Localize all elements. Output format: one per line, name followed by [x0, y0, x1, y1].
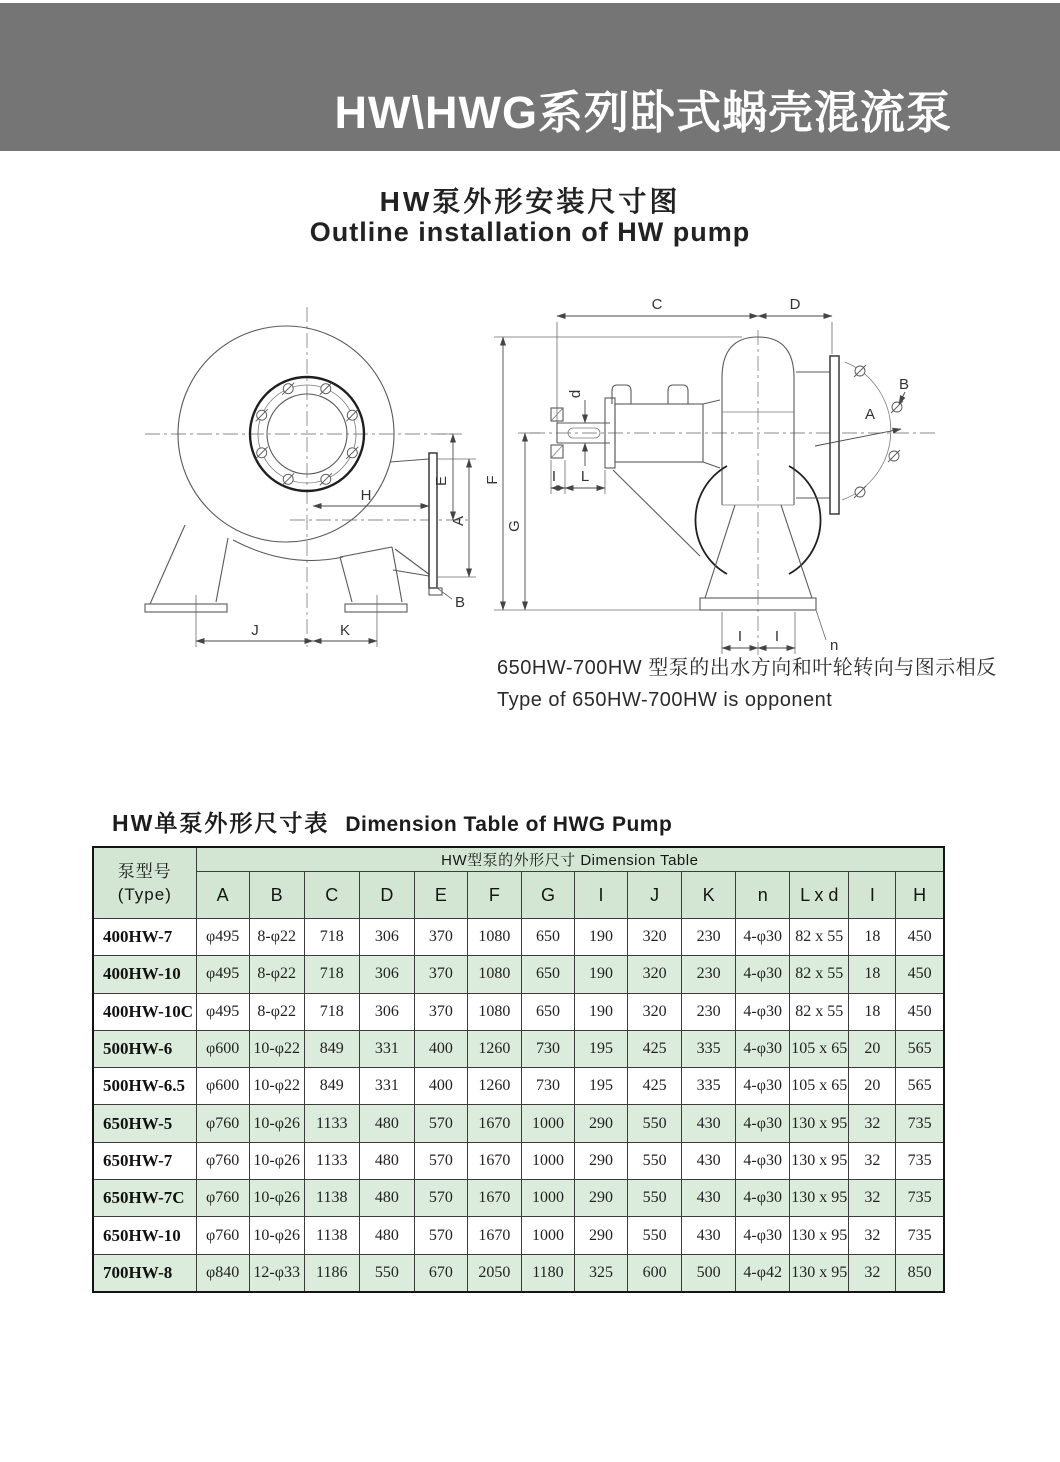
dimension-cell: 370: [414, 993, 467, 1030]
dimension-cell: 430: [682, 1180, 736, 1217]
dimension-cell: 1133: [304, 1142, 359, 1179]
dimension-cell: 570: [414, 1217, 467, 1254]
type-column-header: [93, 847, 196, 919]
top-dimensions: [557, 296, 832, 428]
dimension-cell: 10-φ26: [249, 1105, 304, 1142]
column-header: J: [628, 872, 682, 919]
dimension-cell: 8-φ22: [249, 919, 304, 956]
dimension-cell: 480: [359, 1142, 414, 1179]
side-view-svg: [480, 288, 960, 663]
table-row: [93, 1142, 944, 1179]
dimension-cell: 82 x 55: [790, 919, 849, 956]
dimension-cell: 195: [575, 1030, 628, 1067]
column-header-row: [93, 872, 944, 919]
dimension-cell: 1260: [467, 1068, 521, 1105]
column-header: L x d: [790, 872, 849, 919]
dimension-cell: 82 x 55: [790, 993, 849, 1030]
dimension-cell: 8-φ22: [249, 993, 304, 1030]
dimension-cell: 4-φ30: [736, 993, 790, 1030]
column-header: E: [414, 872, 467, 919]
dimension-cell: 4-φ30: [736, 1142, 790, 1179]
dimension-cell: 735: [896, 1217, 944, 1254]
dimension-cell: 10-φ22: [249, 1068, 304, 1105]
dimension-cell: 480: [359, 1180, 414, 1217]
dimension-cell: 230: [682, 919, 736, 956]
dimension-cell: 1138: [304, 1180, 359, 1217]
table-row: [93, 1030, 944, 1067]
dimension-cell: 1133: [304, 1105, 359, 1142]
pump-type-cell: 400HW-10C: [93, 993, 196, 1030]
pump-type-cell: 700HW-8: [93, 1254, 196, 1292]
section-title-zh: HW泵外形安装尺寸图: [379, 186, 681, 217]
dimension-cell: 730: [521, 1068, 574, 1105]
dimension-cell: 4-φ30: [736, 919, 790, 956]
dimension-cell: 1180: [521, 1254, 574, 1292]
dimension-cell: 306: [359, 956, 414, 993]
column-header: H: [896, 872, 944, 919]
dimension-cell: 1670: [467, 1142, 521, 1179]
pump-type-cell: 500HW-6.5: [93, 1068, 196, 1105]
dimension-cell: 1260: [467, 1030, 521, 1067]
column-header: D: [359, 872, 414, 919]
dim-label-A: A: [450, 515, 467, 527]
left-dimensions: [484, 337, 742, 610]
dimension-cell: φ840: [196, 1254, 249, 1292]
dimension-cell: 2050: [467, 1254, 521, 1292]
dim-label-H: H: [360, 487, 372, 504]
dimension-cell: 290: [575, 1105, 628, 1142]
dimension-cell: 290: [575, 1217, 628, 1254]
dimension-cell: 4-φ30: [736, 1217, 790, 1254]
dimension-cell: 850: [896, 1254, 944, 1292]
drawing-note: [497, 651, 997, 721]
dimension-cell: 500: [682, 1254, 736, 1292]
dimension-cell: 550: [359, 1254, 414, 1292]
dimension-cell: 290: [575, 1142, 628, 1179]
dimension-cell: 565: [896, 1068, 944, 1105]
dimension-cell: φ760: [196, 1217, 249, 1254]
column-header: I: [575, 872, 628, 919]
dimension-cell: 718: [304, 919, 359, 956]
note-en: Type of 650HW-700HW is opponent: [497, 689, 833, 711]
base-dimensions: [722, 610, 838, 654]
note-zh: 650HW-700HW 型泵的出水方向和叶轮转向与图示相反: [497, 657, 997, 679]
dimension-cell: φ760: [196, 1180, 249, 1217]
dimension-cell: 430: [682, 1105, 736, 1142]
dimension-cell: 32: [849, 1105, 896, 1142]
dimension-cell: 331: [359, 1030, 414, 1067]
dimension-cell: φ760: [196, 1142, 249, 1179]
dimension-cell: 480: [359, 1105, 414, 1142]
pump-type-cell: 650HW-7C: [93, 1180, 196, 1217]
dim-label-C: C: [651, 296, 663, 313]
dimension-table: [92, 846, 945, 1293]
dim-label-G: G: [506, 520, 523, 532]
group-header: HW型泵的外形尺寸 Dimension Table: [196, 847, 944, 872]
dimension-cell: 32: [849, 1180, 896, 1217]
dimension-cell: 10-φ26: [249, 1217, 304, 1254]
pump-type-cell: 650HW-7: [93, 1142, 196, 1179]
dimension-cell: φ760: [196, 1105, 249, 1142]
dim-label-F: F: [484, 475, 501, 485]
dimension-cell: 480: [359, 1217, 414, 1254]
table-row: [93, 1180, 944, 1217]
column-header: G: [521, 872, 574, 919]
dimension-cell: 130 x 95: [790, 1217, 849, 1254]
dimension-cell: 600: [628, 1254, 682, 1292]
dimension-cell: 230: [682, 993, 736, 1030]
dimension-cell: 735: [896, 1105, 944, 1142]
pump-type-cell: 400HW-7: [93, 919, 196, 956]
dimension-cell: 10-φ22: [249, 1030, 304, 1067]
dimension-cell: 430: [682, 1217, 736, 1254]
column-header: n: [736, 872, 790, 919]
dimension-cell: 190: [575, 919, 628, 956]
dimension-cell: 320: [628, 993, 682, 1030]
table-row: [93, 1217, 944, 1254]
column-header: C: [304, 872, 359, 919]
dim-label-d: d: [567, 389, 584, 399]
dim-label-K: K: [339, 622, 351, 639]
table-row: [93, 1254, 944, 1292]
dimension-cell: 32: [849, 1254, 896, 1292]
dimension-cell: 849: [304, 1030, 359, 1067]
dimension-cell: 325: [575, 1254, 628, 1292]
dimension-cell: 230: [682, 956, 736, 993]
dimension-cell: 570: [414, 1142, 467, 1179]
dim-label-B-side: B: [898, 376, 910, 393]
dimension-cell: 320: [628, 919, 682, 956]
dimension-cell: φ495: [196, 956, 249, 993]
dim-label-n: n: [830, 637, 839, 654]
dimension-cell: 306: [359, 919, 414, 956]
dimension-cell: 32: [849, 1217, 896, 1254]
dimension-cell: 550: [628, 1217, 682, 1254]
table-title-zh: HW单泵外形尺寸表: [112, 810, 330, 836]
table-row: [93, 956, 944, 993]
dimension-cell: 650: [521, 956, 574, 993]
dimension-cell: 331: [359, 1068, 414, 1105]
section-title-en: Outline installation of HW pump: [309, 217, 751, 247]
dimension-cell: 8-φ22: [249, 956, 304, 993]
dimension-cell: 20: [849, 1030, 896, 1067]
dimension-cell: 290: [575, 1180, 628, 1217]
dimension-cell: 1670: [467, 1105, 521, 1142]
dimension-cell: 105 x 65: [790, 1030, 849, 1067]
table-title: [112, 805, 672, 838]
dimension-cell: 730: [521, 1030, 574, 1067]
dimension-cell: 370: [414, 919, 467, 956]
dimension-cell: 1138: [304, 1217, 359, 1254]
dimension-cell: 1000: [521, 1142, 574, 1179]
dimension-cell: 570: [414, 1105, 467, 1142]
dimension-cell: 1080: [467, 919, 521, 956]
dimension-cell: φ495: [196, 919, 249, 956]
dimension-cell: 10-φ26: [249, 1180, 304, 1217]
pump-type-cell: 650HW-5: [93, 1105, 196, 1142]
discharge-flange: [390, 453, 442, 595]
dimension-cell: 10-φ26: [249, 1142, 304, 1179]
dimension-cell: 550: [628, 1105, 682, 1142]
dimension-cell: 650: [521, 919, 574, 956]
table-row: [93, 919, 944, 956]
dimension-cell: 4-φ30: [736, 1105, 790, 1142]
dimension-cell: 718: [304, 956, 359, 993]
type-header-zh: 泵型号: [117, 862, 172, 881]
dim-label-B: B: [455, 594, 466, 611]
dimension-cell: 565: [896, 1030, 944, 1067]
front-view-svg: [140, 295, 500, 660]
dimension-cell: 450: [896, 919, 944, 956]
column-header: F: [467, 872, 521, 919]
dimension-cell: φ495: [196, 993, 249, 1030]
dimension-cell: 320: [628, 956, 682, 993]
dimension-cell: 4-φ30: [736, 1180, 790, 1217]
dimension-cell: 670: [414, 1254, 467, 1292]
dimension-cell: 550: [628, 1142, 682, 1179]
dimension-cell: 1000: [521, 1217, 574, 1254]
dim-label-A-side: A: [864, 406, 876, 423]
dimension-cell: 425: [628, 1030, 682, 1067]
dimension-cell: 130 x 95: [790, 1105, 849, 1142]
dimension-cell: 4-φ30: [736, 956, 790, 993]
dimension-cell: 849: [304, 1068, 359, 1105]
dimension-cell: 430: [682, 1142, 736, 1179]
dimension-cell: 18: [849, 993, 896, 1030]
dimension-cell: 1000: [521, 1105, 574, 1142]
table-row: [93, 1068, 944, 1105]
dimension-cell: 18: [849, 956, 896, 993]
pump-front-view-drawing: [140, 295, 500, 660]
dimension-cell: 735: [896, 1180, 944, 1217]
table-title-en: Dimension Table of HWG Pump: [345, 813, 673, 836]
dim-label-D: D: [789, 296, 801, 313]
table-row: [93, 1105, 944, 1142]
column-header: K: [682, 872, 736, 919]
page-banner: [0, 3, 1060, 151]
dimension-cell: 450: [896, 993, 944, 1030]
dimension-cell: 370: [414, 956, 467, 993]
dimension-cell: 335: [682, 1068, 736, 1105]
dim-label-J: J: [251, 622, 259, 639]
dimension-cell: 335: [682, 1030, 736, 1067]
dimension-cell: 570: [414, 1180, 467, 1217]
dimension-cell: 18: [849, 919, 896, 956]
dimension-cell: 306: [359, 993, 414, 1030]
dimension-cell: 1186: [304, 1254, 359, 1292]
dimension-cell: 550: [628, 1180, 682, 1217]
dimension-cell: 1000: [521, 1180, 574, 1217]
dimension-cell: 190: [575, 993, 628, 1030]
dimension-cell: 425: [628, 1068, 682, 1105]
dimension-cell: 105 x 65: [790, 1068, 849, 1105]
dimension-cell: 4-φ42: [736, 1254, 790, 1292]
dim-label-I-shaft: I: [551, 468, 557, 485]
pump-type-cell: 500HW-6: [93, 1030, 196, 1067]
dimension-cell: φ600: [196, 1068, 249, 1105]
dimension-cell: 20: [849, 1068, 896, 1105]
dimension-cell: 130 x 95: [790, 1180, 849, 1217]
column-header: B: [249, 872, 304, 919]
banner-title: HW\HWG系列卧式蜗壳混流泵: [334, 87, 952, 138]
dimension-cell: 82 x 55: [790, 956, 849, 993]
dimension-cell: 190: [575, 956, 628, 993]
dimension-cell: 1670: [467, 1217, 521, 1254]
dimension-cell: 130 x 95: [790, 1142, 849, 1179]
dimension-table-body: [93, 919, 944, 1292]
dimension-cell: 1670: [467, 1180, 521, 1217]
dimension-cell: 4-φ30: [736, 1030, 790, 1067]
dimension-cell: 735: [896, 1142, 944, 1179]
dimension-cell: 400: [414, 1030, 467, 1067]
pump-type-cell: 650HW-10: [93, 1217, 196, 1254]
table-row: [93, 993, 944, 1030]
pump-side-view-drawing: [480, 288, 960, 663]
dimension-cell: 195: [575, 1068, 628, 1105]
dim-label-I-base-left: I: [737, 628, 743, 645]
bearing-bracket: [605, 385, 720, 556]
dimension-cell: φ600: [196, 1030, 249, 1067]
dimension-cell: 1080: [467, 993, 521, 1030]
dimension-cell: 450: [896, 956, 944, 993]
dimension-cell: 130 x 95: [790, 1254, 849, 1292]
dim-label-I-base-right: I: [774, 628, 780, 645]
column-header: I: [849, 872, 896, 919]
dim-label-E: E: [433, 475, 450, 487]
dimension-cell: 400: [414, 1068, 467, 1105]
dimension-cell: 32: [849, 1142, 896, 1179]
dimension-cell: 1080: [467, 956, 521, 993]
pump-type-cell: 400HW-10: [93, 956, 196, 993]
dimension-cell: 12-φ33: [249, 1254, 304, 1292]
shaft-assembly: [551, 390, 610, 494]
dimension-cell: 650: [521, 993, 574, 1030]
column-header: A: [196, 872, 249, 919]
dimension-cell: 718: [304, 993, 359, 1030]
support-legs: [145, 525, 430, 612]
dim-label-L: L: [580, 468, 590, 485]
type-header-en: (Type): [117, 885, 172, 904]
dimension-cell: 4-φ30: [736, 1068, 790, 1105]
